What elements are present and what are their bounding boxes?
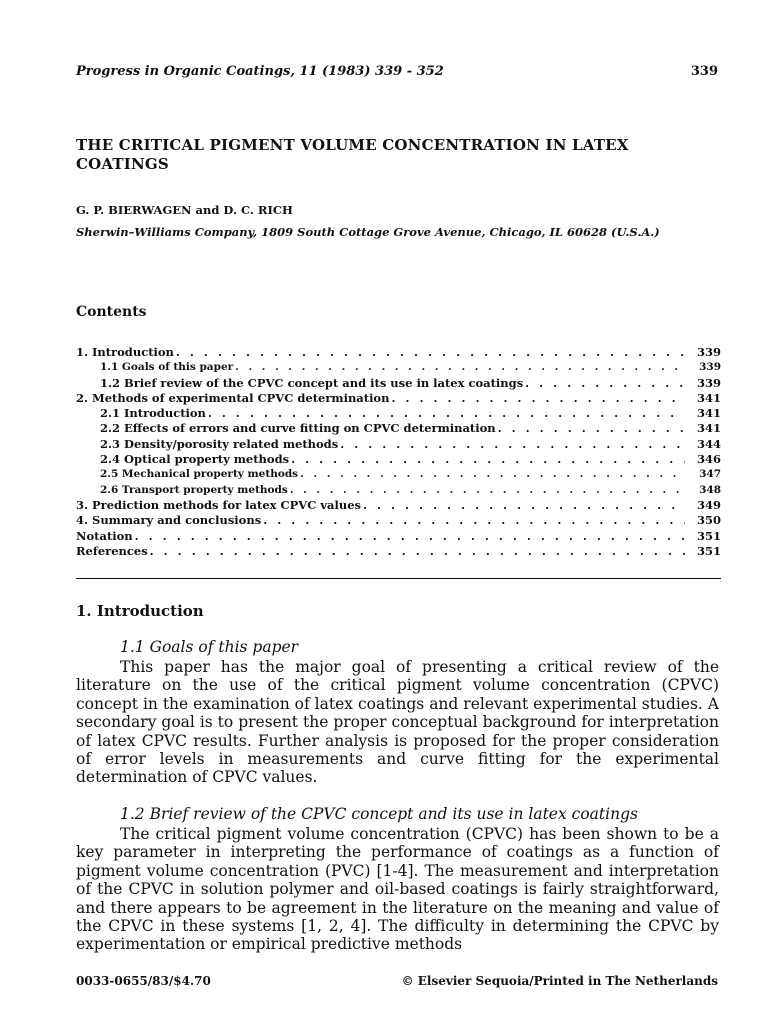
affiliation: Sherwin–Williams Company, 1809 South Cottage Grove Avenue, Chicago, IL 60628 (U.S.A.) — [76, 225, 660, 239]
contents-heading: Contents — [76, 304, 147, 320]
toc-entry: 4. Summary and conclusions . . . 350 — [76, 513, 721, 528]
subsection-heading-1-2: 1.2 Brief review of the CPVC concept and its use in latex coatings — [120, 805, 638, 823]
footer-publisher: © Elsevier Sequoia/Printed in The Netherlands — [401, 974, 718, 988]
table-of-contents — [76, 345, 721, 559]
toc-entry: 2.2 Effects of errors and curve fitting on CPVC determination . . . 341 — [76, 421, 721, 436]
toc-entry: 1. Introduction . . . 339 — [76, 345, 721, 360]
journal-citation: Progress in Organic Coatings, 11 (1983) 339 - 352 — [76, 64, 444, 79]
footer-code: 0033-0655/83/$4.70 — [76, 974, 211, 988]
subsection-heading-1-1: 1.1 Goals of this paper — [120, 638, 299, 656]
toc-entry: 3. Prediction methods for latex CPVC values . . . 349 — [76, 498, 721, 513]
paper-title: THE CRITICAL PIGMENT VOLUME CONCENTRATION IN LATEX COATINGS — [76, 136, 629, 173]
toc-entry: 2.1 Introduction . . . 341 — [76, 406, 721, 421]
toc-entry: 2.4 Optical property methods . . . 346 — [76, 452, 721, 467]
page-number: 339 — [690, 64, 718, 79]
toc-entry: 2. Methods of experimental CPVC determination . . . 341 — [76, 391, 721, 406]
authors: G. P. BIERWAGEN and D. C. RICH — [76, 203, 293, 217]
toc-entry: 2.5 Mechanical property methods . . . 347 — [76, 467, 721, 482]
running-header — [76, 64, 718, 79]
paragraph-goals: This paper has the major goal of presenting a critical review of the literature on the use of the critical pigment volume concentration (CPVC) concept in the examination of latex coatings and relevant experimental studies. A secondary goal is to present the proper conceptual background for interpretation of latex CPVC results. Further analysis is proposed for the proper consideration of error levels in measurements and curve fitting for the experimental determination of CPVC values. — [76, 658, 719, 787]
toc-entry: 2.3 Density/porosity related methods . . . 344 — [76, 437, 721, 452]
toc-entry: 2.6 Transport property methods . . . 348 — [76, 483, 721, 498]
toc-entry: 1.2 Brief review of the CPVC concept and its use in latex coatings . . . 339 — [76, 376, 721, 391]
section-divider — [76, 578, 721, 579]
toc-entry: Notation . . . 351 — [76, 529, 721, 544]
paragraph-cpvc-review: The critical pigment volume concentration (CPVC) has been shown to be a key parameter in interpreting the performance of coatings as a function of pigment volume concentration (PVC) [1-4]. The measurement and interpretation of the CPVC in solution polymer and oil-based coatings is fairly straightforward, and there appears to be agreement in the literature on the meaning and value of the CPVC in these systems [1, 2, 4]. The difficulty in determining the CPVC by experimentation or empirical predictive methods — [76, 825, 719, 954]
toc-entry: References . . . 351 — [76, 544, 721, 559]
section-heading: 1. Introduction — [76, 602, 204, 620]
toc-entry: 1.1 Goals of this paper . . . 339 — [76, 360, 721, 375]
